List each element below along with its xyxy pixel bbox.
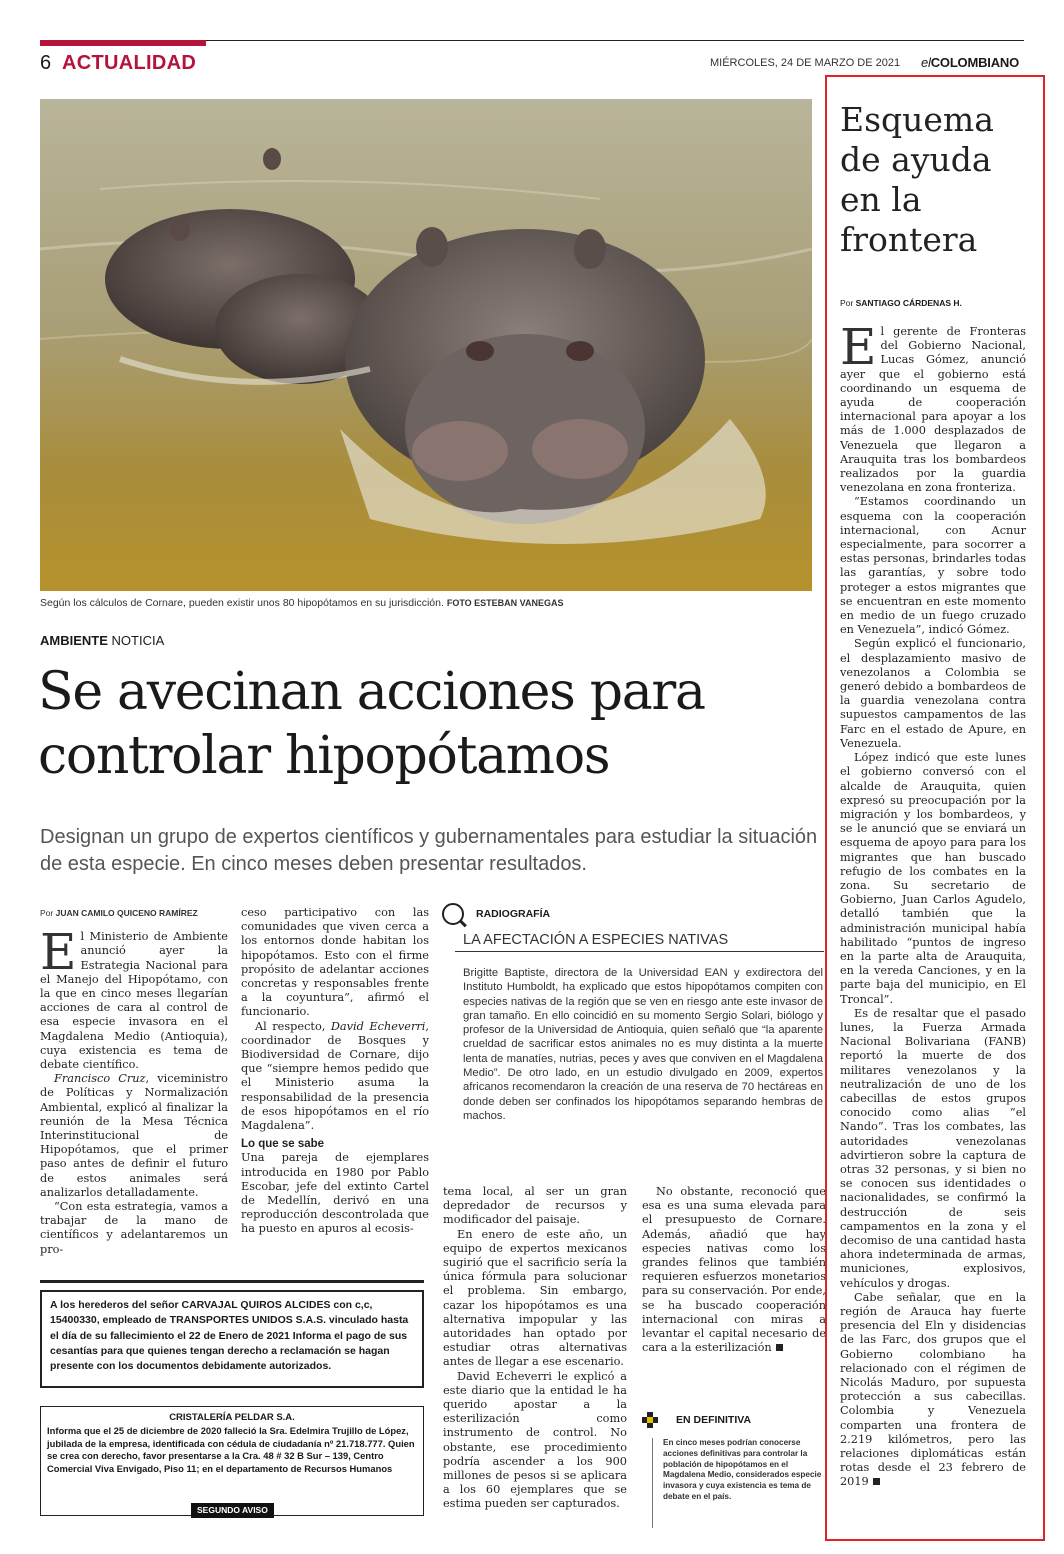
paragraph [840,318,1026,495]
end-mark [873,1478,880,1485]
drop-cap: E [840,318,877,376]
byline-name: JUAN CAMILO QUICENO RAMÍREZ [55,908,198,918]
radiografia-title: LA AFECTACIÓN A ESPECIES NATIVAS [463,932,729,948]
notice-title: CRISTALERÍA PELDAR S.A. [169,1412,295,1423]
article-subhead: Designan un grupo de expertos científicos y gubernamentales para estudiar la situación de esta especie. En cinco meses deben presentar resultados. [40,826,818,875]
notice-text: Informa que el 25 de diciembre de 2020 falleció la Sra. Edelmira Trujillo de López, jubilada de la empresa, identificada con cédula de ciudadanía nº 21.718.777. Quien se crea con derecho, favor presentarse a la Cra. 48 # 32 B Sur – 139, Centro Comercial Viva Envigado, Piso 11; en el departamento de Recursos Humanos [47,1424,415,1475]
paragraph: Una pareja de ejemplares introducida en 1980 por Pablo Escobar, jefe del extinto Cartel de Medellín, derivó en una reproducción descontrolada que ha puesto en apuros al ecosis- [241,1151,429,1236]
paragraph: ceso participativo con las comunidades que viven cerca a los entornos donde habitan los hipopótamos. Esto con el firme propósito de adelantar acciones concretas y responsables frente a la coyuntura”, afirmó el funcionario. [241,906,429,1019]
sidebar-byline [840,298,962,308]
radiografia-rule [455,951,824,952]
article-column-1 [40,906,228,1257]
article-column-3 [443,1185,627,1512]
sidebar-title: Esquema de ayuda en la frontera [840,100,994,259]
logo-name: COLOMBIANO [930,55,1019,70]
paragraph: Según explicó el funcionario, el desplazamiento masivo de venezolanos a Colombia se generó debido a bombardeos de la guardia venezolana contra supuestos campamentos de las Farc en el estado de Apure, en Venezuela. [840,637,1026,750]
paragraph-text: Al respecto, [255,1019,331,1033]
issue-date: MIÉRCOLES, 24 DE MARZO DE 2021 [710,57,901,69]
byline-prefix: Por [840,298,854,308]
page-number: 6 [40,52,52,74]
paragraph: “Con esta estrategia, vamos a trabajar de la mano de científicos y adelantaremos un pro- [40,1200,228,1256]
legal-notice-1: A los herederos del señor CARVAJAL QUIROS ALCIDES con c,c, 15400330, empleado de TRANSPORTES UNIDOS S.A.S. vinculado hasta el día de su fallecimiento el 22 de Enero de 2021 Informa el pago de sus cesantías para que quienes tengan derecho a reclamación se hagan presente con los documentos debidamente autorizados. [40,1290,424,1388]
byline-prefix: Por [40,908,54,918]
legal-notice-2 [40,1406,424,1516]
definitiva-text: En cinco meses podrían conocerse acciones definitivas para controlar la población de hipopótamos en el Magdalena Medio, considerados especie invasora y cuya existencia es tema de debate en el país. [652,1438,824,1528]
kicker-type: NOTICIA [111,633,165,648]
kicker-section: AMBIENTE [40,633,108,648]
radiografia-label: RADIOGRAFÍA [476,908,551,920]
section-name: ACTUALIDAD [62,52,197,74]
byline-name: SANTIAGO CÁRDENAS H. [855,298,962,308]
sidebar-body [840,318,1026,1490]
radiografia-text: Brigitte Baptiste, directora de la Universidad EAN y exdirectora del Instituto Humboldt, ha explicado que estos hipopótamos compiten con especies nativas de la región que se ven en riesgo ante este invasor de gran tamaño. En ello coincidió en su momento Sergio Solari, biólogo y profesor de la Universidad de Antioquia, quien señaló que “la aparente crueldad de sacrificar estos animales no es muy distinta a la muerte lenta de manatíes, nutrias, peces y aves que conviven en el Magdalena Medio”. De otro lado, en un estudio divulgado en 2009, expertos africanos recomendaron la creación de una reserva de 70 hectáreas en donde deben ser confinados los hipopótamos separando hembras de machos. [463,967,823,1122]
ad-top-rule [40,1280,424,1283]
notice-footer: SEGUNDO AVISO [191,1503,274,1518]
drop-cap: E [40,923,77,982]
paragraph: tema local, al ser un gran depredador de recursos y modificador del paisaje. [443,1185,627,1227]
article-kicker [40,633,164,648]
definitiva-icon [642,1412,658,1428]
article-byline [40,906,228,920]
photo-caption [40,597,812,609]
logo-prefix: el [921,55,931,70]
section-accent-bar [40,40,206,46]
magnifier-handle [459,920,467,928]
paragraph [241,1020,429,1134]
paragraph [40,1072,228,1200]
paragraph: En enero de este año, un equipo de expertos mexicanos sugirió que el sacrificio sería la única fórmula para solucionar el problema. Sin embargo, cazar los hipopótamos es una alternativa impopular y las autoridades han optado por estudiar otras alternativas antes de llegar a ese escenario. [443,1227,627,1369]
subsection-title: Lo que se sabe [241,1138,325,1151]
paragraph [642,1185,826,1355]
paragraph-text: , viceministro de Políticas y Normalización Ambiental, explicó al finalizar la reunión de la Mesa Técnica Interinstitucional de Hipopótamos, que el primer paso antes de definir el futuro de estos animales será analizarlos detalladamente. [40,1072,228,1199]
paragraph-text: , coordinador de Bosques y Biodiversidad de Cornare, dijo que “siempre hemos pedido que el Ministerio asuma la responsabilidad de la presencia de esos hipopótamos en el río Magdalena”. [241,1019,429,1133]
newspaper-logo [921,55,1019,70]
paragraph-text: Cabe señalar, que en la región de Arauca hay fuerte presencia del Eln y disidencias de las Farc, dos grupos que el Gobierno colombiano ha relacionado con el régimen de Nicolás Maduro, por supuesta protección a sus cabecillas. Colombia y Venezuela comparten una frontera de 2.219 kilómetros, pero las relaciones diplomáticas están rotas desde el 23 febrero de 2019 [840,1290,1026,1489]
paragraph-text: No obstante, reconoció que esa es una suma elevada para el presupuesto de Cornare. Además, añadió que hay especies nativas como los grandes felinos que también requieren esfuerzos monetarios para su conservación. Por ende, se ha buscado cooperación internacional con miras a levantar el capital necesario de cara a la esterilización [642,1185,826,1355]
paragraph: López indicó que este lunes el gobierno conversó con el alcalde de Arauquita, quien expresó su preocupación por la migración y los bombardeos, y se le anunció que se enviará un esquema de apoyo para para los migrantes que han buscado refugio de los combates en la zona. Su secretario de Gobierno, Juan Carlos Agudelo, detalló también que la administración municipal había habilitado “puntos de ingreso en la parte alta de Arauquita, en la vereda Canciones, y en la parte baja del municipio, en El Troncal”. [840,751,1026,1006]
definitiva-label: EN DEFINITIVA [676,1414,752,1426]
paragraph: “Estamos coordinando un esquema con la cooperación internacional, con Acnur especialmente, para socorrer a estas personas, brindarles todas las garantías, y sobre todo proteger a estos migrantes que se encuentran en este momento en medio de un fuego cruzado en Venezuela”, indicó Gómez. [840,495,1026,637]
person-name: David Echeverri [330,1019,426,1033]
caption-text: Según los cálculos de Cornare, pueden existir unos 80 hipopótamos en su jurisdicción. [40,597,444,609]
paragraph [840,1291,1026,1490]
paragraph [40,923,228,1072]
hippo-photo [40,99,812,591]
paragraph-text: l gerente de Fronteras del Gobierno Nacional, Lucas Gómez, anunció ayer que el gobierno está coordinando un esquema de ayuda de cooperación internacional para apoyar a los más de 1.000 desplazados de Venezuela que llegaron a Arauquita tras los bombardeos realizados por la guardia venezolana en zona fronteriza. [840,325,1026,495]
photo-credit: FOTO ESTEBAN VANEGAS [446,598,564,608]
paragraph: Es de resaltar que el pasado lunes, la Fuerza Armada Nacional Bolivariana (FANB) reportó la muerte de dos militares venezolanos y la neutralización de uno de los cabecillas de estos grupos conocido como alias “el Nando”. Tras los combates, las autoridades venezolanas advirtieron sobre la captura de otras 32 personas, y si bien no se conocen sus identidades o nacionalidades, se confirmó la destrucción de seis campamentos en la zona y el decomiso de una cantidad hasta ahora indeterminada de armas, municiones, explosivos, vehículos y drogas. [840,1006,1026,1290]
paragraph: David Echeverri le explicó a este diario que la entidad le ha querido apostar a la esterilización como instrumento de control. No obstante, ese procedimiento podría ascender a los 900 millones de pesos si se aplicara a los 60 ejemplares que se estima pueden ser capturados. [443,1369,627,1511]
end-mark [776,1344,783,1351]
person-name: Francisco Cruz [54,1072,146,1086]
paragraph-text: l Ministerio de Ambiente anunció ayer la Estrategia Nacional para el Manejo del Hipopótamo, con la que en cinco meses llegarían acciones de cara al control de esa especie invasora en el Magdalena Medio (Antioquia), cuya existencia es tema de debate científico. [40,930,228,1072]
article-headline: Se avecinan acciones para controlar hipopótamos [38,662,705,786]
article-column-4 [642,1185,826,1355]
article-column-2 [241,906,429,1237]
